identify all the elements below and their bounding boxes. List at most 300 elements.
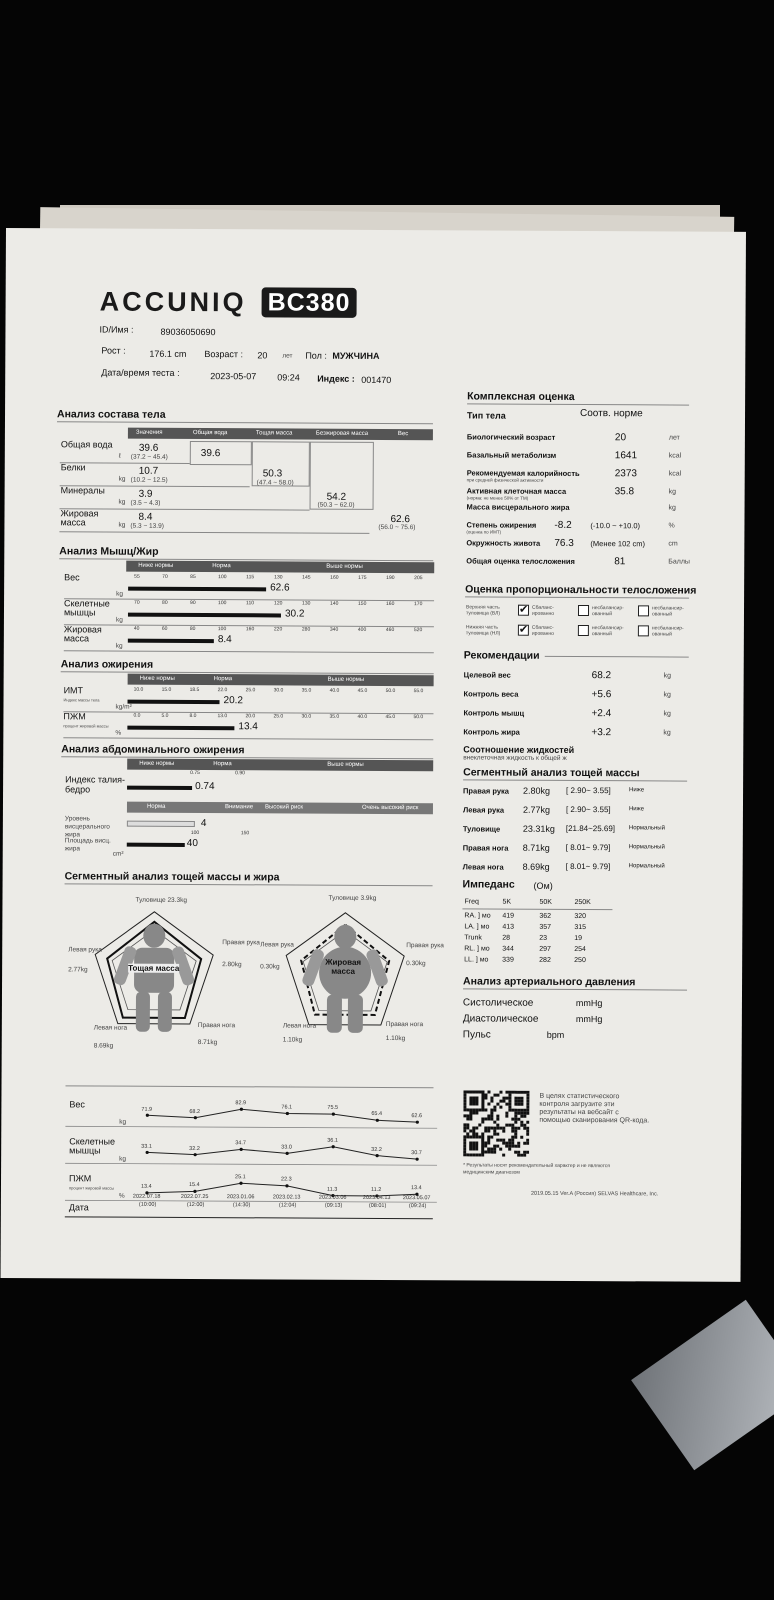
legend-above: Выше нормы	[326, 563, 363, 570]
qr-module	[526, 1139, 529, 1142]
fat-left-leg-value: 1.10kg	[282, 1036, 303, 1044]
history-value: 68.2	[189, 1108, 201, 1115]
qr-module	[517, 1103, 520, 1106]
scale-tick: 10.0	[133, 686, 144, 693]
segment-value: 23.31kg	[522, 823, 555, 834]
report-sheet	[1, 228, 746, 1282]
proportion-checkbox[interactable]	[578, 625, 589, 636]
qr-module	[514, 1100, 517, 1103]
abdominal-title: Анализ абдоминального ожирения	[61, 743, 245, 757]
qr-module	[493, 1127, 496, 1130]
age-label: Возраст :	[204, 349, 244, 360]
qr-module	[463, 1153, 466, 1156]
proportion-option-label: несбалансир-ованный	[651, 605, 684, 618]
qr-module	[517, 1100, 520, 1103]
qr-module	[472, 1153, 475, 1156]
qr-module	[472, 1132, 475, 1135]
qr-module	[490, 1100, 493, 1103]
qr-module	[499, 1100, 502, 1103]
summary-row-label: Масса висцерального жира	[466, 502, 570, 512]
history-point	[416, 1121, 419, 1124]
qr-module	[499, 1091, 502, 1094]
qr-module	[475, 1147, 478, 1150]
segment-label: Правая нога	[462, 843, 509, 853]
qr-module	[472, 1135, 475, 1138]
qr-module	[493, 1130, 496, 1133]
impedance-header: Freq	[464, 898, 479, 906]
qr-module	[505, 1112, 508, 1115]
qr-module	[520, 1124, 523, 1127]
qr-module	[526, 1106, 529, 1109]
composition-header-bar	[128, 428, 433, 441]
scale-tick: 30.0	[273, 687, 284, 694]
qr-module	[526, 1121, 529, 1124]
summary-row-label: Окружность живота	[466, 538, 541, 548]
qr-module	[508, 1124, 511, 1127]
segment-status: Нормальный	[628, 844, 665, 851]
qr-module	[481, 1142, 484, 1145]
qr-module	[526, 1094, 529, 1097]
segment-value: 2.77kg	[522, 804, 551, 815]
qr-module	[526, 1112, 529, 1115]
qr-module	[523, 1091, 526, 1094]
history-point	[286, 1112, 289, 1115]
history-time: (09:24)	[408, 1203, 427, 1210]
col-values: Значения	[135, 429, 163, 436]
water-total: 39.6	[200, 448, 221, 460]
proportion-title: Оценка пропорциональности телосложения	[465, 583, 697, 597]
scale-tick: 160	[245, 626, 255, 633]
qr-module	[511, 1127, 514, 1130]
summary-row-unit: kg	[668, 504, 676, 512]
scale-tick: 55	[134, 573, 140, 580]
qr-module	[508, 1106, 511, 1109]
qr-module	[514, 1109, 517, 1112]
proportion-checkbox[interactable]: ✔	[518, 623, 529, 636]
qr-module	[505, 1145, 508, 1148]
qr-module	[493, 1106, 496, 1109]
visceral-label: Уровень висцерального жира	[64, 815, 110, 839]
qr-module	[523, 1115, 526, 1118]
scale-tick: 18.5	[189, 686, 200, 694]
scale-row-label: Скелетные мышцы	[63, 598, 110, 618]
scale-tick: 0.0	[133, 712, 141, 719]
qr-module	[496, 1103, 499, 1106]
history-date: 2022.07.25	[180, 1193, 209, 1201]
qr-module	[499, 1127, 502, 1130]
scale-tick: 80	[189, 625, 196, 632]
qr-module	[520, 1136, 523, 1139]
history-point	[240, 1148, 243, 1151]
scale-tick: 280	[301, 626, 311, 633]
qr-module	[466, 1108, 469, 1111]
scale-tick: 20.0	[245, 713, 256, 720]
qr-module	[469, 1096, 472, 1099]
legend-high: Высокий риск	[264, 804, 304, 811]
qr-module	[520, 1115, 523, 1118]
qr-module	[469, 1147, 472, 1150]
scale-tick: 35.0	[329, 713, 340, 720]
summary-row-label: Общая оценка телосложения	[466, 556, 575, 566]
qr-module	[520, 1121, 523, 1124]
qr-module	[514, 1121, 517, 1124]
qr-module	[502, 1097, 505, 1100]
proportion-checkbox[interactable]	[638, 625, 649, 636]
fluid-sub: внеклеточная жидкость к общей ж	[463, 754, 567, 762]
scale-tick: 115	[246, 574, 255, 581]
qr-module	[490, 1115, 493, 1118]
qr-module	[508, 1091, 511, 1094]
history-point	[285, 1184, 288, 1187]
recommendation-label: Контроль мышц	[463, 708, 525, 718]
impedance-cell: 254	[574, 945, 586, 954]
recommendation-unit: kg	[663, 710, 671, 718]
history-row-label: Скелетные мышцы	[69, 1136, 116, 1156]
qr-module	[481, 1091, 484, 1094]
time-value: 09:24	[277, 372, 300, 383]
history-value: 71.9	[141, 1106, 153, 1113]
impedance-cell: RA. ] мо	[464, 912, 491, 920]
scale-tick: 175	[358, 574, 367, 581]
impedance-cell: 19	[574, 934, 583, 943]
qr-module	[469, 1144, 472, 1147]
composition-row-value: 8.4	[138, 511, 153, 523]
summary-row-label: Степень ожирения	[466, 520, 537, 530]
segment-range: [ 8.01~ 9.79]	[565, 861, 611, 872]
scale-tick: 340	[329, 626, 339, 633]
lean-left-leg-value: 8.69kg	[93, 1042, 114, 1050]
qr-module	[463, 1138, 466, 1141]
lean-left-arm-value: 2.77kg	[68, 966, 88, 974]
impedance-cell: 282	[539, 956, 551, 964]
summary-row-value: 35.8	[614, 486, 635, 498]
history-value: 13.4	[140, 1183, 152, 1190]
qr-module	[475, 1090, 478, 1093]
summary-row-value: 2373	[614, 468, 638, 480]
qr-module	[463, 1108, 466, 1111]
summary-row-value: 81	[614, 556, 626, 568]
scale-tick: 22.0	[217, 687, 228, 694]
col-lean: Тощая масса	[255, 430, 293, 437]
composition-row-label: Общая вода	[60, 439, 113, 450]
segmental-lean-title: Сегментный анализ тощей массы	[463, 766, 640, 780]
history-row-unit: kg	[119, 1155, 127, 1163]
impedance-cell: 419	[502, 912, 515, 920]
obesity-legend	[128, 674, 434, 687]
qr-footnote: * Результаты носят рекомендательный характер и не являются медицинским диагнозом	[463, 1162, 610, 1176]
fat-right-arm-value: 0.30kg	[406, 960, 426, 968]
qr-module	[511, 1130, 514, 1133]
qr-module	[472, 1126, 475, 1129]
history-value: 76.1	[281, 1104, 293, 1111]
qr-module	[505, 1115, 508, 1118]
composition-row-unit: kg	[118, 521, 126, 529]
scale-tick: 160	[386, 600, 395, 608]
history-time: (10:00)	[138, 1201, 157, 1208]
summary-row-label: Базальный метаболизм	[466, 450, 557, 460]
recommendation-value: +3.2	[591, 727, 612, 739]
scale-tick: 13.0	[217, 713, 228, 720]
qr-module	[469, 1117, 472, 1120]
proportion-checkbox[interactable]: ✔	[518, 603, 529, 616]
qr-module	[472, 1147, 475, 1150]
scale-tick: 35.0	[301, 687, 312, 694]
scale-row-value: 62.6	[270, 582, 290, 594]
qr-module	[511, 1091, 514, 1094]
qr-module	[520, 1091, 523, 1094]
scale-row-value: 8.4	[217, 634, 232, 646]
qr-module	[466, 1117, 469, 1120]
lean-left-arm: Левая рука	[68, 946, 102, 954]
legend-normal: Норма	[213, 761, 232, 768]
qr-module	[481, 1148, 484, 1151]
composition-row-value: 39.6	[138, 442, 159, 454]
sex-value: МУЖЧИНА	[332, 350, 380, 361]
qr-module	[493, 1094, 496, 1097]
qr-module	[520, 1103, 523, 1106]
visceral-value: 4	[200, 818, 207, 830]
scale-tick: 85	[190, 573, 196, 580]
history-date: 2022.07.18	[132, 1193, 161, 1200]
qr-module	[490, 1127, 493, 1130]
scale-tick: 40.0	[329, 687, 340, 694]
impedance-cell: 297	[539, 945, 551, 953]
history-point	[332, 1145, 335, 1148]
lean-range: (47.4 ~ 58.0)	[256, 479, 294, 487]
qr-module	[514, 1133, 517, 1136]
composition-row-label: Минералы	[60, 485, 105, 496]
recommendation-value: +5.6	[591, 689, 612, 701]
bp-label: Диастолическое	[462, 1013, 539, 1025]
scale-row-label: ПЖМ	[63, 711, 86, 722]
scale-row-value: 13.4	[238, 721, 258, 733]
qr-module	[508, 1100, 511, 1103]
scale-row-bar	[128, 700, 220, 704]
weight-value: 62.6	[390, 514, 410, 526]
qr-module	[481, 1133, 484, 1136]
history-time: (12:00)	[186, 1201, 205, 1209]
qr-module	[517, 1097, 520, 1100]
history-date: 2023.05.07	[402, 1195, 431, 1202]
legend-below: Ниже нормы	[139, 675, 175, 682]
qr-module	[475, 1135, 478, 1138]
qr-module	[505, 1124, 508, 1127]
qr-module	[490, 1109, 493, 1112]
age-unit: лет	[282, 352, 293, 360]
recommendation-label: Контроль веса	[463, 689, 519, 699]
scale-tick: 130	[274, 574, 283, 581]
qr-module	[475, 1144, 478, 1147]
scale-tick: 55.0	[413, 688, 424, 695]
history-row-divider	[65, 1126, 437, 1128]
abdominal-risk-legend	[127, 802, 433, 815]
impedance-title: Импеданс	[462, 878, 515, 891]
scale-tick: 60	[161, 625, 168, 632]
qr-module	[496, 1127, 499, 1130]
history-date: 2023.02.13	[272, 1194, 301, 1201]
scale-row-bar	[128, 587, 266, 592]
summary-row-label: Рекомендуемая калорийность	[466, 468, 580, 479]
qr-module	[520, 1109, 523, 1112]
qr-module	[463, 1099, 466, 1102]
qr-module	[469, 1153, 472, 1156]
qr-module	[514, 1151, 517, 1154]
qr-module	[493, 1148, 496, 1151]
qr-module	[526, 1091, 529, 1094]
qr-module	[511, 1136, 514, 1139]
qr-module	[526, 1127, 529, 1130]
qr-module	[466, 1135, 469, 1138]
body-type-label: Тип тела	[466, 410, 506, 421]
impedance-header: 250K	[574, 898, 591, 907]
composition-row-range: (37.2 ~ 45.4)	[130, 453, 168, 461]
composition-row-label: Белки	[60, 462, 86, 473]
qr-module	[481, 1118, 484, 1121]
summary-row-value: 1641	[614, 450, 638, 462]
fat-left-leg: Левая нога	[282, 1022, 317, 1030]
qr-module	[463, 1096, 466, 1099]
qr-module	[490, 1097, 493, 1100]
qr-module	[472, 1108, 475, 1111]
qr-module	[514, 1097, 517, 1100]
history-point	[240, 1108, 243, 1111]
qr-module	[463, 1150, 466, 1153]
qr-module	[508, 1097, 511, 1100]
qr-module	[526, 1151, 529, 1154]
area-tick: 100	[190, 829, 200, 837]
weight-range: (56.0 ~ 75.6)	[378, 523, 416, 532]
qr-module	[469, 1129, 472, 1132]
recommendation-unit: kg	[663, 672, 672, 680]
legend-very-high: Очень высокий риск	[361, 804, 419, 812]
qr-module	[463, 1129, 466, 1132]
qr-module	[463, 1090, 466, 1093]
composition-row-range: (3.5 ~ 4.3)	[130, 499, 161, 507]
scale-tick: 205	[414, 575, 423, 582]
impedance-cell: RL. ] мо	[464, 945, 490, 953]
scale-row-divider	[64, 650, 434, 653]
recommendation-value: +2.4	[591, 708, 612, 720]
composition-row-unit: kg	[118, 475, 126, 483]
scale-tick: 25.0	[273, 713, 284, 720]
qr-module	[502, 1139, 505, 1142]
qr-module	[484, 1151, 487, 1154]
qr-module	[502, 1100, 505, 1103]
scale-tick: 100	[217, 626, 227, 633]
history-time: (08:01)	[368, 1202, 387, 1210]
scale-tick: 100	[218, 600, 227, 607]
summary-row-sub: (оценка по ИМТ)	[466, 529, 502, 535]
proportion-checkbox[interactable]	[578, 605, 589, 616]
qr-module	[463, 1123, 466, 1126]
lean-right-arm-value: 2.80kg	[222, 961, 242, 969]
qr-module	[472, 1090, 475, 1093]
qr-module	[487, 1115, 490, 1118]
qr-code[interactable]	[463, 1090, 529, 1156]
qr-module	[517, 1142, 520, 1145]
qr-module	[514, 1127, 517, 1130]
composition-row-unit: ℓ	[118, 452, 121, 460]
area-unit: cm²	[112, 850, 124, 858]
summary-row-label: Активная клеточная масса	[466, 486, 567, 496]
qr-module	[508, 1145, 511, 1148]
summary-row-unit: kcal	[668, 470, 682, 478]
qr-module	[514, 1112, 517, 1115]
lean-value: 50.3	[262, 468, 283, 480]
qr-module	[505, 1091, 508, 1094]
summary-row-value: -8.2	[554, 519, 572, 531]
qr-module	[466, 1123, 469, 1126]
whr-tick: 0.90	[235, 770, 245, 777]
legend-normal: Норма	[213, 676, 233, 683]
summary-row-value: 76.3	[554, 537, 574, 549]
qr-module	[463, 1102, 466, 1105]
summary-row-sub: при средней физической активности	[466, 477, 544, 483]
qr-module	[472, 1099, 475, 1102]
scale-tick: 40.0	[357, 713, 368, 720]
scale-row-label: ИМТ	[63, 685, 84, 696]
scale-tick: 40	[133, 625, 140, 632]
ffm-value: 54.2	[326, 491, 347, 503]
history-date-label: Дата	[68, 1202, 89, 1213]
qr-module	[505, 1142, 508, 1145]
qr-module	[481, 1151, 484, 1154]
scale-tick: 120	[274, 600, 283, 607]
lean-right-leg-value: 8.71kg	[197, 1039, 218, 1047]
fluid-title: Соотношение жидкостей	[463, 744, 575, 755]
scale-tick: 110	[246, 600, 255, 607]
history-row-unit: kg	[119, 1118, 127, 1126]
qr-module	[475, 1096, 478, 1099]
history-value: 32.2	[371, 1146, 382, 1153]
qr-module	[526, 1133, 529, 1136]
qr-module	[508, 1142, 511, 1145]
datetime-label: Дата/время теста :	[101, 367, 180, 378]
legend-normal: Норма	[146, 803, 166, 810]
scale-tick: 80	[162, 599, 168, 606]
summary-row-label: Биологический возраст	[466, 432, 556, 442]
fat-right-arm: Правая рука	[406, 942, 444, 950]
qr-module	[487, 1151, 490, 1154]
qr-module	[502, 1127, 505, 1130]
impedance-cell: 413	[502, 923, 515, 931]
lean-center-label: Тощая масса	[128, 963, 180, 973]
qr-module	[475, 1132, 478, 1135]
qr-module	[508, 1109, 511, 1112]
legend-below: Ниже нормы	[138, 562, 174, 569]
history-point	[286, 1152, 289, 1155]
qr-module	[490, 1112, 493, 1115]
qr-module	[481, 1136, 484, 1139]
impedance-cell: 28	[502, 934, 511, 942]
qr-module	[517, 1109, 520, 1112]
qr-module	[487, 1127, 490, 1130]
composition-row-unit: kg	[118, 498, 126, 506]
area-tick: 150	[240, 830, 250, 837]
legend-attention: Внимание	[224, 804, 254, 811]
qr-module	[481, 1094, 484, 1097]
id-value: 89036050690	[160, 326, 216, 338]
qr-module	[484, 1094, 487, 1097]
composition-title: Анализ состава тела	[56, 408, 166, 421]
qr-module	[505, 1097, 508, 1100]
proportion-checkbox[interactable]	[638, 605, 649, 616]
scale-tick: 15.0	[161, 686, 172, 693]
scale-tick: 100	[218, 574, 227, 581]
summary-row-extra: (Менее 102 cm)	[590, 539, 646, 549]
fat-trunk: Туловище 3.9kg	[328, 894, 377, 902]
scale-tick: 130	[302, 600, 311, 607]
